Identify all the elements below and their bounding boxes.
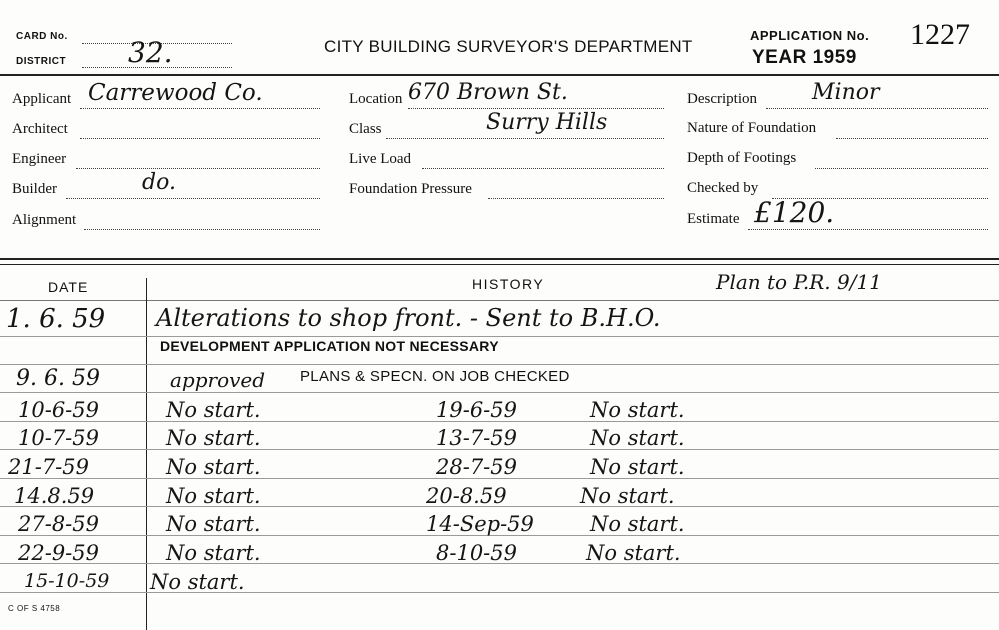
history-date: 13-7-59 [436,426,517,450]
location-value: 670 Brown St. [408,80,568,105]
section-rule-top [0,258,999,260]
history-row-line [0,336,999,337]
applicant-value: Carrewood Co. [88,80,263,106]
history-date: 9. 6. 59 [16,366,100,391]
estimate-label: Estimate [687,211,740,227]
form-code: C OF S 4758 [8,604,61,613]
history-entry: No start. [590,512,685,536]
history-entry: No start. [166,455,261,479]
history-entry: No start. [166,512,261,536]
section-rule-bottom [0,264,999,265]
district-label: DISTRICT [16,56,67,67]
class-label: Class [349,121,382,137]
card-no-label: CARD No. [16,31,68,42]
checked-by-label: Checked by [687,180,759,196]
description-line [766,108,988,109]
live-load-label: Live Load [349,151,412,167]
development-stamp: DEVELOPMENT APPLICATION NOT NECESSARY [160,338,499,354]
history-entry: No start. [166,541,261,565]
nature-foundation-label: Nature of Foundation [687,120,817,136]
alignment-line [84,229,320,230]
history-entry: No start. [580,484,675,508]
history-column-header: HISTORY [472,276,545,292]
history-entry: No start. [590,398,685,422]
builder-line [66,198,320,199]
history-date: 22-9-59 [18,541,99,565]
description-value: Minor [812,80,880,105]
district-value: 32. [128,36,173,69]
history-date: 20-8.59 [426,484,507,508]
alignment-label: Alignment [12,212,77,228]
history-entry: No start. [166,484,261,508]
location-line [408,108,664,109]
architect-line [80,138,320,139]
history-entry: No start. [150,570,245,594]
estimate-line [748,229,988,230]
plans-checked-stamp: PLANS & SPECN. ON JOB CHECKED [300,368,570,385]
nature-foundation-line [836,138,988,139]
plan-note: Plan to P.R. 9/11 [716,270,882,294]
engineer-line [76,168,320,169]
application-no: 1227 [910,18,970,51]
year-label: YEAR 1959 [752,47,857,68]
live-load-line [422,168,664,169]
application-no-label: APPLICATION No. [750,28,870,43]
history-entry: No start. [590,455,685,479]
class-line [386,138,664,139]
class-value: Surry Hills [486,110,608,135]
location-label: Location [349,91,403,107]
history-entry: No start. [166,426,261,450]
history-date: 15-10-59 [24,570,110,592]
applicant-line [80,108,320,109]
builder-label: Builder [12,181,57,197]
history-date: 8-10-59 [436,541,517,565]
history-date: 19-6-59 [436,398,517,422]
history-date: 1. 6. 59 [6,304,106,334]
foundation-pressure-label: Foundation Pressure [349,181,472,197]
history-date: 10-7-59 [18,426,99,450]
history-header-rule [0,300,999,301]
header-rule [0,74,999,76]
depth-footings-label: Depth of Footings [687,150,797,166]
architect-label: Architect [12,121,68,137]
department-title: CITY BUILDING SURVEYOR'S DEPARTMENT [324,37,693,56]
applicant-label: Applicant [12,91,72,107]
history-entry: Alterations to shop front. - Sent to B.H.O. [156,304,661,332]
history-entry: No start. [166,398,261,422]
history-date: 14-Sep-59 [426,512,534,536]
engineer-label: Engineer [12,151,67,167]
date-column-divider [146,278,147,630]
date-column-header: DATE [48,279,89,295]
foundation-pressure-line [488,198,664,199]
depth-footings-line [815,168,988,169]
history-date: 10-6-59 [18,398,99,422]
history-date: 28-7-59 [436,455,517,479]
history-entry: No start. [590,426,685,450]
builder-value: do. [142,170,176,195]
description-label: Description [687,91,757,107]
history-date: 27-8-59 [18,512,99,536]
history-date: 14.8.59 [14,484,95,508]
history-row-line [0,392,999,393]
history-row-line [0,364,999,365]
history-entry: No start. [586,541,681,565]
history-date: 21-7-59 [8,455,89,479]
estimate-value: £120. [754,196,835,229]
approved-note: approved [170,368,266,392]
